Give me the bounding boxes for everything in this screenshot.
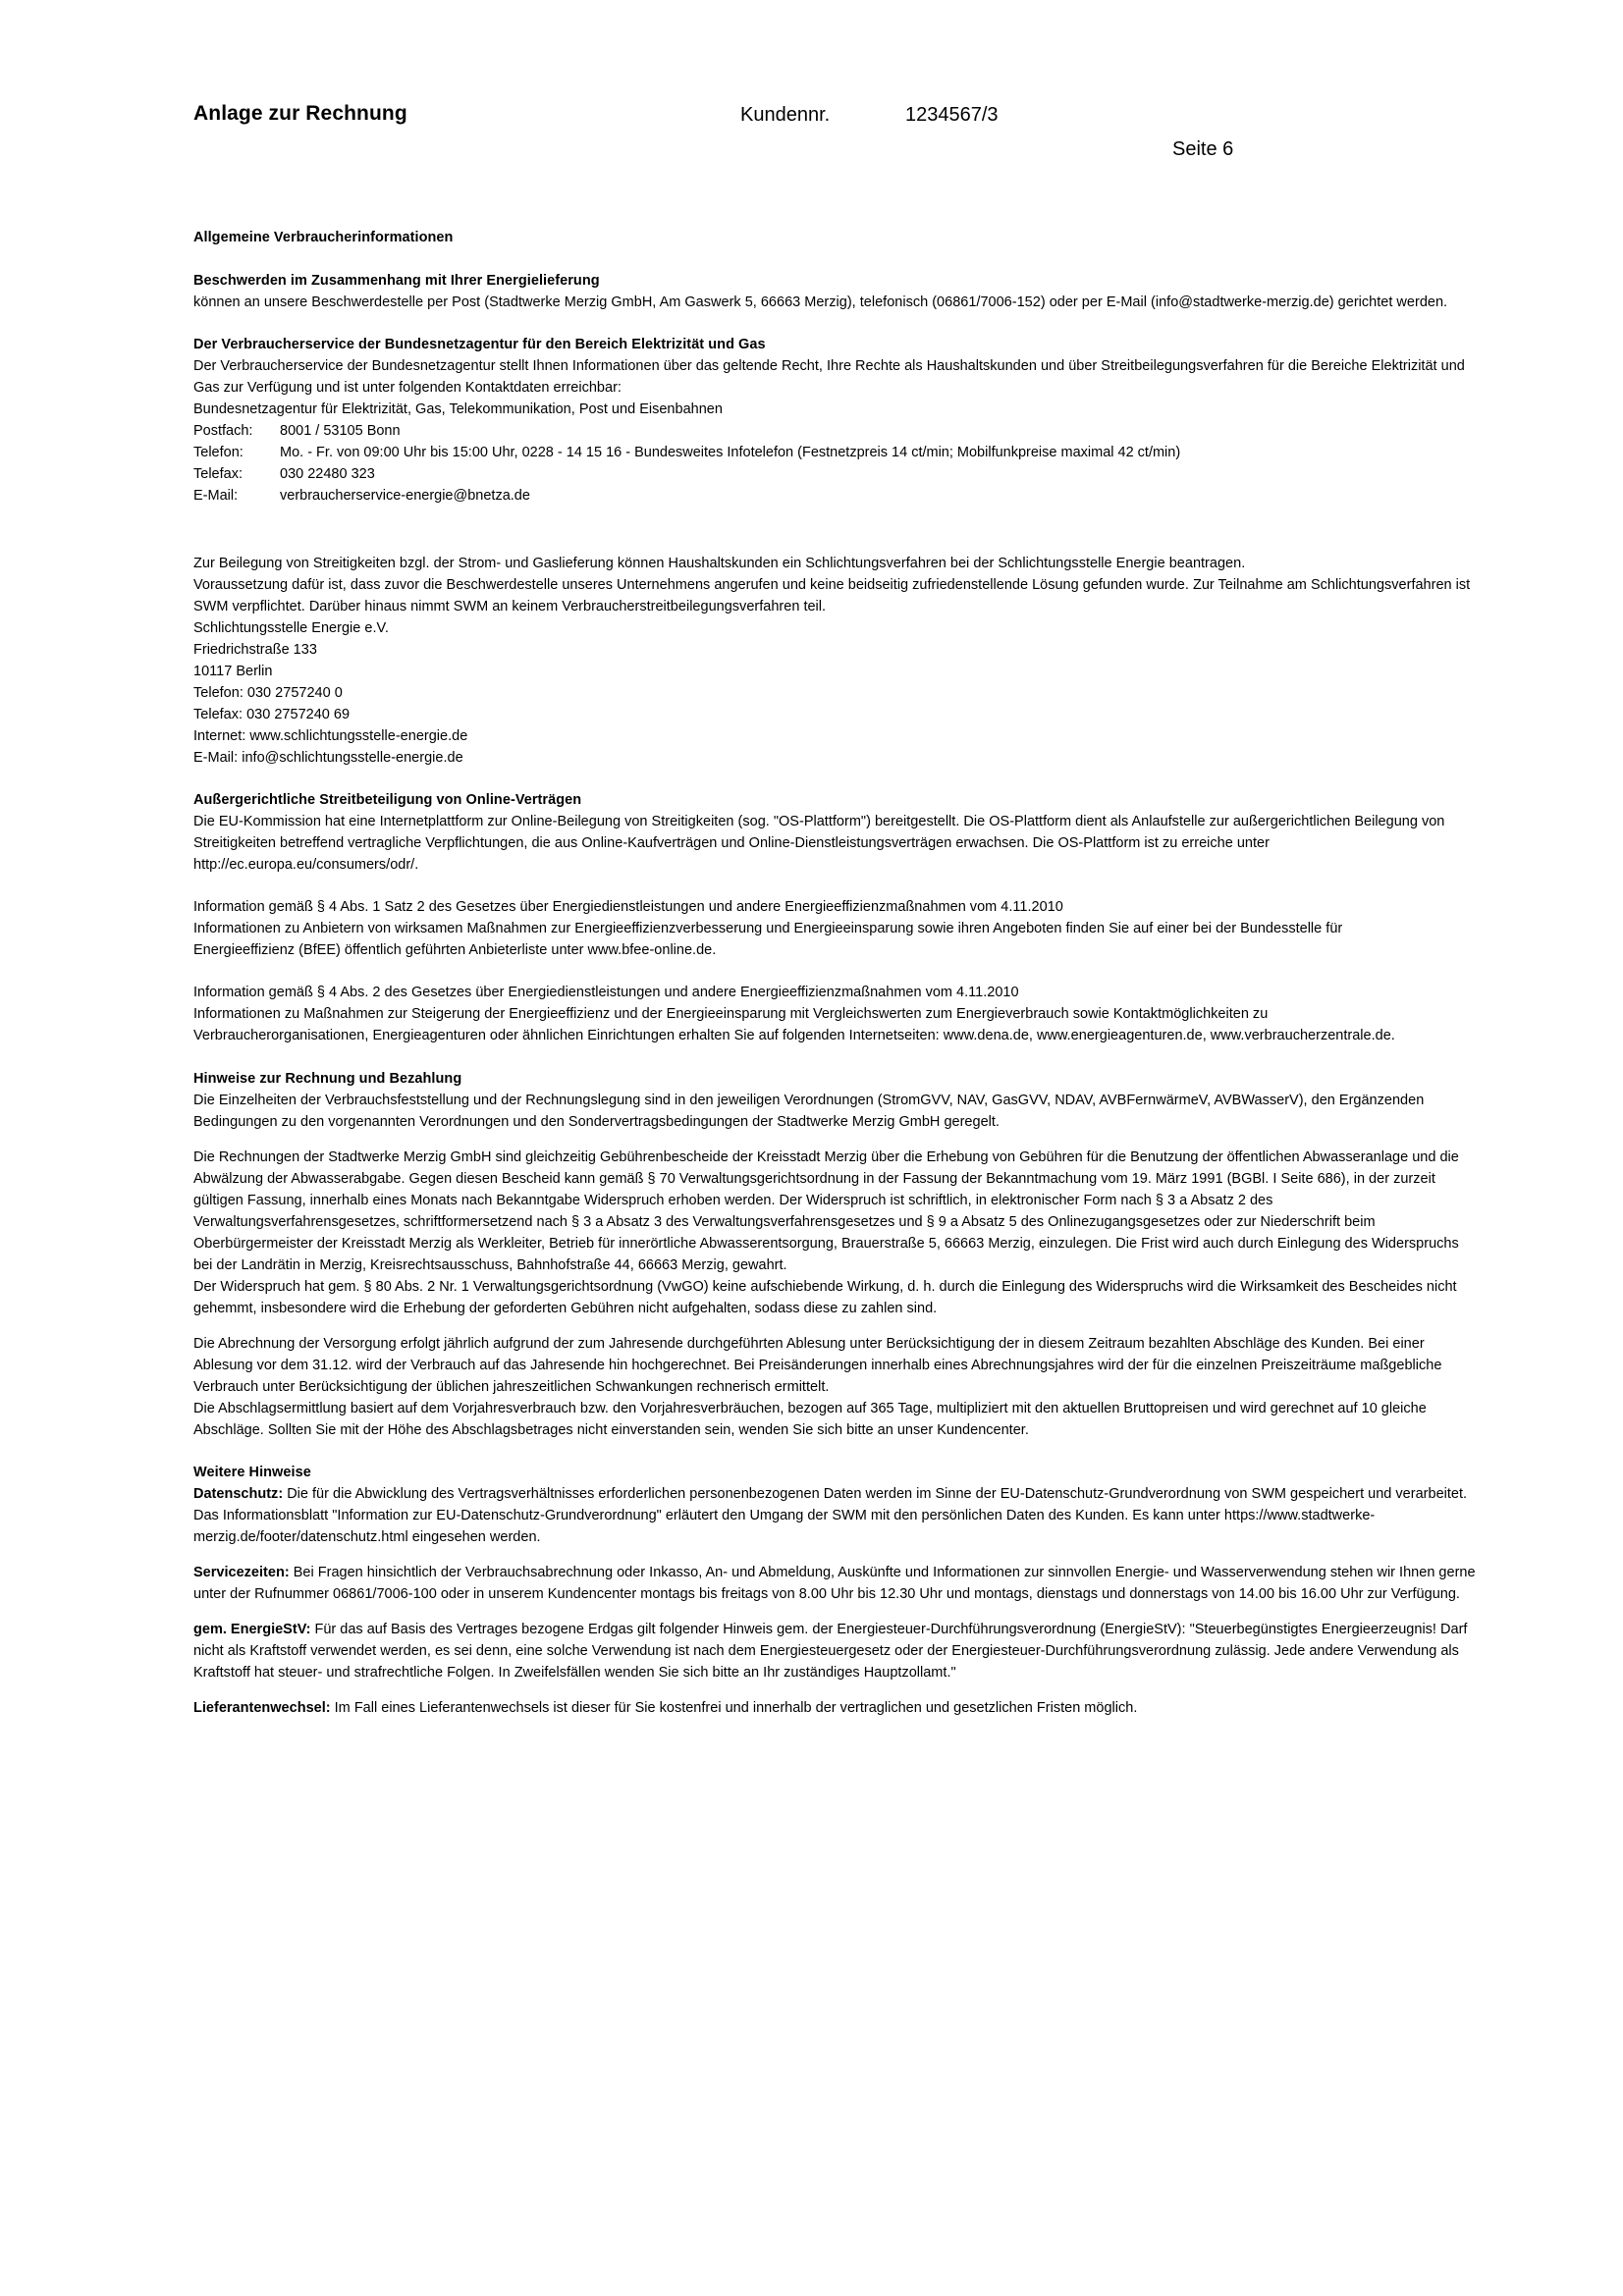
spacer [193, 1133, 1477, 1147]
spacer [193, 1605, 1477, 1619]
contact-row-telefon [193, 442, 1477, 463]
section-billing-notes [193, 1068, 1477, 1442]
text-arbitration-intro: Zur Beilegung von Streitigkeiten bzgl. der Strom- und Gaslieferung können Haushaltskunden ein Schlichtungsverfahren bei der Schlichtungsstelle Energie beantragen. [193, 555, 1246, 571]
section-arbitration [193, 553, 1477, 769]
spacer [193, 876, 1477, 896]
section-heading-general-consumer-info: Allgemeine Verbraucherinformationen [193, 230, 454, 245]
text-info-abs1-title: Information gemäß § 4 Abs. 1 Satz 2 des Gesetzes über Energiedienstleistungen und andere Energieeffizienzmaßnahmen vom 4.11.2010 [193, 899, 1063, 916]
label-data-protection: Datenschutz: [193, 1486, 284, 1503]
body-energiestv: Für das auf Basis des Vertrages bezogene Erdgas gilt folgender Hinweis gem. der Energiesteuer-Durchführungsverordnung (EnergieStV): "Steuerbegünstigtes Energieerzeugnis! Darf nicht als Kraftstoff verwendet werden, es sei denn, eine solche Verwendung ist nach dem Energiesteuergesetz oder der Energiesteuer-Durchführungsverordnung zulässig. Jede andere Verwendung als Kraftstoff hat steuer- und strafrechtliche Folgen. In Zweifelsfällen wenden Sie sich bitte an Ihr zuständiges Hauptzollamt." [193, 1622, 1468, 1682]
text-info-abs2-body: Informationen zu Maßnahmen zur Steigerung der Energieeffizienz und der Energieeinsparung mit Vergleichswerten zum Energieverbrauch sowie Kontaktmöglichkeiten zu [193, 1006, 1269, 1023]
body-service-hours: Bei Fragen hinsichtlich der Verbrauchsabrechnung oder Inkasso, An- und Abmeldung, Auskünfte und Informationen zur sinnvollen Energie- und Wasserverwendung stehen wir Ihnen gerne unter der Rufnummer 06861/7006-100 oder in unserem Kundencenter montags bis freitags von 8.00 Uhr bis 12.30 Uhr und montags, dienstags und donnerstags von 14.00 bis 16.00 Uhr zur Verfügung. [193, 1565, 1476, 1603]
section-bundesnetzagentur [193, 334, 1477, 507]
text-bundesnetzagentur-name: Bundesnetzagentur für Elektrizität, Gas, Telekommunikation, Post und Eisenbahnen [193, 400, 723, 417]
section-complaints [193, 270, 1477, 313]
text-complaints: können an unsere Beschwerdestelle per Post (Stadtwerke Merzig GmbH, Am Gaswerk 5, 66663 Merzig), telefonisch (06861/7006-152) oder per E-Mail (info@stadtwerke-merzig.de) gerichtet werden. [193, 294, 1448, 310]
section-further-notes [193, 1462, 1477, 1719]
contact-value-telefax: 030 22480 323 [280, 465, 375, 482]
body-supplier-change: Im Fall eines Lieferantenwechsels ist dieser für Sie kostenfrei und innerhalb der vertraglichen und gesetzlichen Fristen möglich. [330, 1700, 1138, 1717]
text-energiestv [193, 1619, 1477, 1683]
text-service-hours [193, 1562, 1477, 1605]
contact-label-email: E-Mail: [193, 487, 239, 504]
text-billing-objection-effect: Der Widerspruch hat gem. § 80 Abs. 2 Nr. 1 Verwaltungsgerichtsordnung (VwGO) keine aufschiebende Wirkung, d. h. durch die Einlegung des Widerspruchs wird die Wirksamkeit des Bescheides nicht gehemmt, insbesondere wird die Erhebung der geforderten Gebühren nicht aufgehalten, sodass diese zu zahlen sind. [193, 1278, 1457, 1316]
label-service-hours: Servicezeiten: [193, 1565, 290, 1581]
spacer [193, 313, 1477, 334]
text-billing-installments: Die Abschlagsermittlung basiert auf dem Vorjahresverbrauch bzw. den Vorjahresverbräuchen, bezogen auf 365 Tage, multipliziert mit den aktuellen Bruttopreisen und wird gerechnet auf 10 gleiche Abschläge. Sollten Sie mit der Höhe des Abschlagsbetrages nicht einverstanden sein, wenden Sie sich bitte an unser Kundencenter. [193, 1400, 1427, 1438]
arbitration-address-city: 10117 Berlin [193, 664, 273, 680]
section-info-para4-abs2 [193, 982, 1477, 1046]
text-billing-annual-settlement: Die Abrechnung der Versorgung erfolgt jährlich aufgrund der zum Jahresende durchgeführten Ablesung unter Berücksichtigung der in diesem Zeitraum bezahlten Abschläge des Kunden. Bei einer Ablesung vor dem 31.12. wird der Verbrauch auf das Jahresende hin hochgerechnet. Bei Preisänderungen innerhalb eines Abrechnungsjahres wird der für die einzelnen Preiszeiträume maßgebliche Verbrauch unter Berücksichtigung der üblichen jahreszeitlichen Schwankungen rechnerisch ermittelt. [193, 1335, 1442, 1395]
spacer [193, 1548, 1477, 1562]
text-billing-regulations: Die Einzelheiten der Verbrauchsfeststellung und der Rechnungslegung sind in den jeweiligen Verordnungen (StromGVV, NAV, GasGVV, NDAV, AVBFernwärmeV, AVBWasserV), den Ergänzenden Bedingungen zu den vorgenannten Verordnungen und den Sondervertragsbedingungen der Stadtwerke Merzig GmbH geregelt. [193, 1092, 1425, 1130]
spacer [193, 1047, 1477, 1068]
arbitration-address-street: Friedrichstraße 133 [193, 642, 317, 659]
arbitration-address-email: E-Mail: info@schlichtungsstelle-energie.de [193, 750, 463, 767]
contact-label-telefax: Telefax: [193, 465, 243, 482]
contact-row-postfach [193, 420, 1477, 442]
contact-label-telefon: Telefon: [193, 444, 243, 460]
arbitration-address-fax: Telefax: 030 2757240 69 [193, 707, 351, 723]
arbitration-address-web: Internet: www.schlichtungsstelle-energie.de [193, 728, 468, 745]
heading-billing-notes: Hinweise zur Rechnung und Bezahlung [193, 1070, 462, 1087]
contact-row-email [193, 485, 1477, 507]
heading-online-dispute: Außergerichtliche Streitbeteiligung von Online-Verträgen [193, 792, 582, 809]
spacer [193, 1683, 1477, 1697]
text-arbitration-precondition: Voraussetzung dafür ist, dass zuvor die Beschwerdestelle unseres Unternehmens angerufen und keine beidseitig zufriedenstellende Lösung gefunden wurde. Zur Teilnahme am Schlichtungsverfahren ist SWM verpflichtet. Darüber hinaus nimmt SWM an keinem Verbraucherstreitbeilegungsverfahren teil. [193, 576, 1471, 614]
body-data-protection: Die für die Abwicklung des Vertragsverhältnisses erforderlichen personenbezogenen Daten werden im Sinne der EU-Datenschutz-Grundverordnung von SWM gespeichert und verarbeitet. Das Informationsblatt "Information zur EU-Datenschutz-Grundverordnung" erläutert den Umgang der SWM mit den persönlichen Daten des Kunden. Es kann unter https://www.stadtwerke-merzig.de/footer/datenschutz.html eingesehen werden. [193, 1486, 1468, 1546]
arbitration-address-name: Schlichtungsstelle Energie e.V. [193, 619, 389, 636]
spacer [193, 1319, 1477, 1333]
text-bundesnetzagentur-intro: Der Verbraucherservice der Bundesnetzagentur stellt Ihnen Informationen über das geltende Recht, Ihre Rechte als Haushaltskunden und über Streitbeilegungsverfahren für die Bereiche Elektrizität und Gas zur Verfügung und ist unter folgenden Kontaktdaten erreichbar: [193, 357, 1465, 396]
text-info-abs2-title: Information gemäß § 4 Abs. 2 des Gesetzes über Energiedienstleistungen und andere Energieeffizienzmaßnahmen vom 4.11.2010 [193, 985, 1019, 1001]
text-supplier-change [193, 1697, 1477, 1719]
section-online-dispute [193, 789, 1477, 876]
contact-value-postfach: 8001 / 53105 Bonn [280, 422, 401, 439]
customer-number-label: Kundennr. [740, 104, 831, 126]
contact-row-telefax [193, 463, 1477, 485]
label-energiestv: gem. EnergieStV: [193, 1622, 311, 1638]
contact-value-telefon: Mo. - Fr. von 09:00 Uhr bis 15:00 Uhr, 0228 - 14 15 16 - Bundesweites Infotelefon (Festnetzpreis 14 ct/min; Mobilfunkpreise maximal 42 ct/min) [280, 444, 1181, 460]
spacer [193, 961, 1477, 982]
heading-complaints: Beschwerden im Zusammenhang mit Ihrer Energielieferung [193, 272, 600, 289]
section-info-para4-abs1 [193, 896, 1477, 961]
contact-value-email: verbraucherservice-energie@bnetza.de [280, 487, 530, 504]
spacer [193, 507, 1477, 532]
page-number: Seite 6 [1172, 138, 1234, 160]
page-header [193, 102, 1470, 181]
heading-further-notes: Weitere Hinweise [193, 1465, 311, 1481]
text-online-dispute: Die EU-Kommission hat eine Internetplattform zur Online-Beilegung von Streitigkeiten (sog. "OS-Plattform") bereitgestellt. Die OS-Plattform dient als Anlaufstelle zur außergerichtlichen Beilegung von Streitigkeiten betreffend vertragliche Verpflichtungen, die aus Online-Kaufverträgen und Online-Dienstleistungsverträgen erwachsen. Die OS-Plattform ist zu erreiche unter http://ec.europa.eu/consumers/odr/. [193, 814, 1445, 874]
document-body [193, 228, 1477, 1719]
spacer [193, 769, 1477, 789]
text-data-protection [193, 1483, 1477, 1548]
text-info-abs1-tail: Energieeffizienz (BfEE) öffentlich geführten Anbieterliste unter www.bfee-online.de. [193, 942, 717, 959]
label-supplier-change: Lieferantenwechsel: [193, 1700, 331, 1717]
text-billing-fee-notice: Die Rechnungen der Stadtwerke Merzig GmbH sind gleichzeitig Gebührenbescheide der Kreisstadt Merzig über die Erhebung von Gebühren für die Benutzung der öffentlichen Abwasseranlage und die Abwälzung der Abwasserabgabe. Gegen diesen Bescheid kann gemäß § 70 Verwaltungsgerichtsordnung in der Fassung der Bekanntmachung vom 19. März 1991 (BGBl. I Seite 686), in der zurzeit gültigen Fassung, innerhalb eines Monats nach Bekanntgabe Widerspruch erhoben werden. Der Widerspruch ist schriftlich, in elektronischer Form nach § 3 a Absatz 2 des Verwaltungsverfahrensgesetzes, schriftformersetzend nach § 3 a Absatz 3 des Verwaltungsverfahrensgesetzes und § 9 a Absatz 5 des Onlinezugangsgesetzes oder zur Niederschrift beim Oberbürgermeister der Kreisstadt Merzig als Werkleiter, Betrieb für innerörtliche Abwasserentsorgung, Brauerstraße 5, 66663 Merzig, einzulegen. Die Frist wird auch durch Einlegung des Widerspruchs bei der Landrätin in Merzig, Kreisrechtsausschuss, Bahnhofstraße 44, 66663 Merzig, gewahrt. [193, 1148, 1459, 1273]
page-title: Anlage zur Rechnung [193, 102, 407, 125]
spacer [193, 1441, 1477, 1462]
heading-bundesnetzagentur: Der Verbraucherservice der Bundesnetzagentur für den Bereich Elektrizität und Gas [193, 336, 766, 352]
text-info-abs1-body: Informationen zu Anbietern von wirksamen Maßnahmen zur Energieeffizienzverbesserung und Energieeinsparung sowie ihren Angeboten finden Sie auf einer bei der Bundesstelle für [193, 921, 1343, 937]
customer-number-value: 1234567/3 [905, 104, 999, 126]
contact-label-postfach: Postfach: [193, 422, 253, 439]
text-info-abs2-tail: Verbraucherorganisationen, Energieagenturen oder ähnlichen Einrichtungen erhalten Sie auf folgenden Internetseiten: www.dena.de, www.energieagenturen.de, www.verbraucherzentrale.de. [193, 1028, 1395, 1044]
arbitration-address-phone: Telefon: 030 2757240 0 [193, 685, 343, 702]
spacer [193, 532, 1477, 553]
